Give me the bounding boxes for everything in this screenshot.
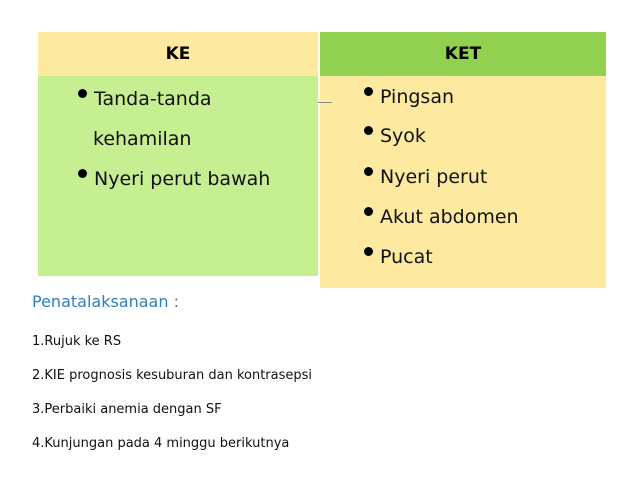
ket-header-label: KET	[444, 44, 482, 64]
ke-item-1-line1: Tanda-tanda	[94, 88, 212, 110]
ket-item-1	[364, 86, 454, 108]
management-step-3: 3.Perbaiki anemia dengan SF	[32, 402, 222, 417]
bullet-icon	[364, 247, 373, 256]
ket-item-3-label: Nyeri perut	[380, 166, 488, 188]
bullet-icon	[364, 126, 373, 135]
management-title: Penatalaksanaan :	[32, 292, 179, 311]
bullet-icon	[364, 207, 373, 216]
ket-item-2	[364, 125, 426, 147]
bullet-icon	[364, 87, 373, 96]
ket-item-3	[364, 166, 487, 188]
ket-item-4	[364, 206, 519, 228]
ket-item-2-label: Syok	[380, 125, 426, 147]
ke-item-1-line2: kehamilan	[93, 128, 192, 150]
ke-header	[38, 32, 318, 76]
ket-header	[320, 32, 606, 76]
management-step-1: 1.Rujuk ke RS	[32, 334, 122, 349]
ket-item-5-label: Pucat	[380, 246, 433, 268]
ke-item-1	[78, 88, 212, 110]
ke-header-label: KE	[165, 44, 191, 64]
ket-item-5	[364, 246, 433, 268]
bullet-icon	[78, 89, 87, 98]
ke-item-2-label: Nyeri perut bawah	[94, 168, 271, 190]
divider-line	[318, 102, 332, 103]
ket-item-4-label: Akut abdomen	[380, 206, 519, 228]
management-step-4: 4.Kunjungan pada 4 minggu berikutnya	[32, 436, 290, 451]
management-step-2: 2.KIE prognosis kesuburan dan kontrasepsi	[32, 368, 313, 383]
ket-item-1-label: Pingsan	[380, 86, 455, 108]
bullet-icon	[78, 169, 87, 178]
bullet-icon	[364, 167, 373, 176]
ke-item-2	[78, 168, 270, 190]
